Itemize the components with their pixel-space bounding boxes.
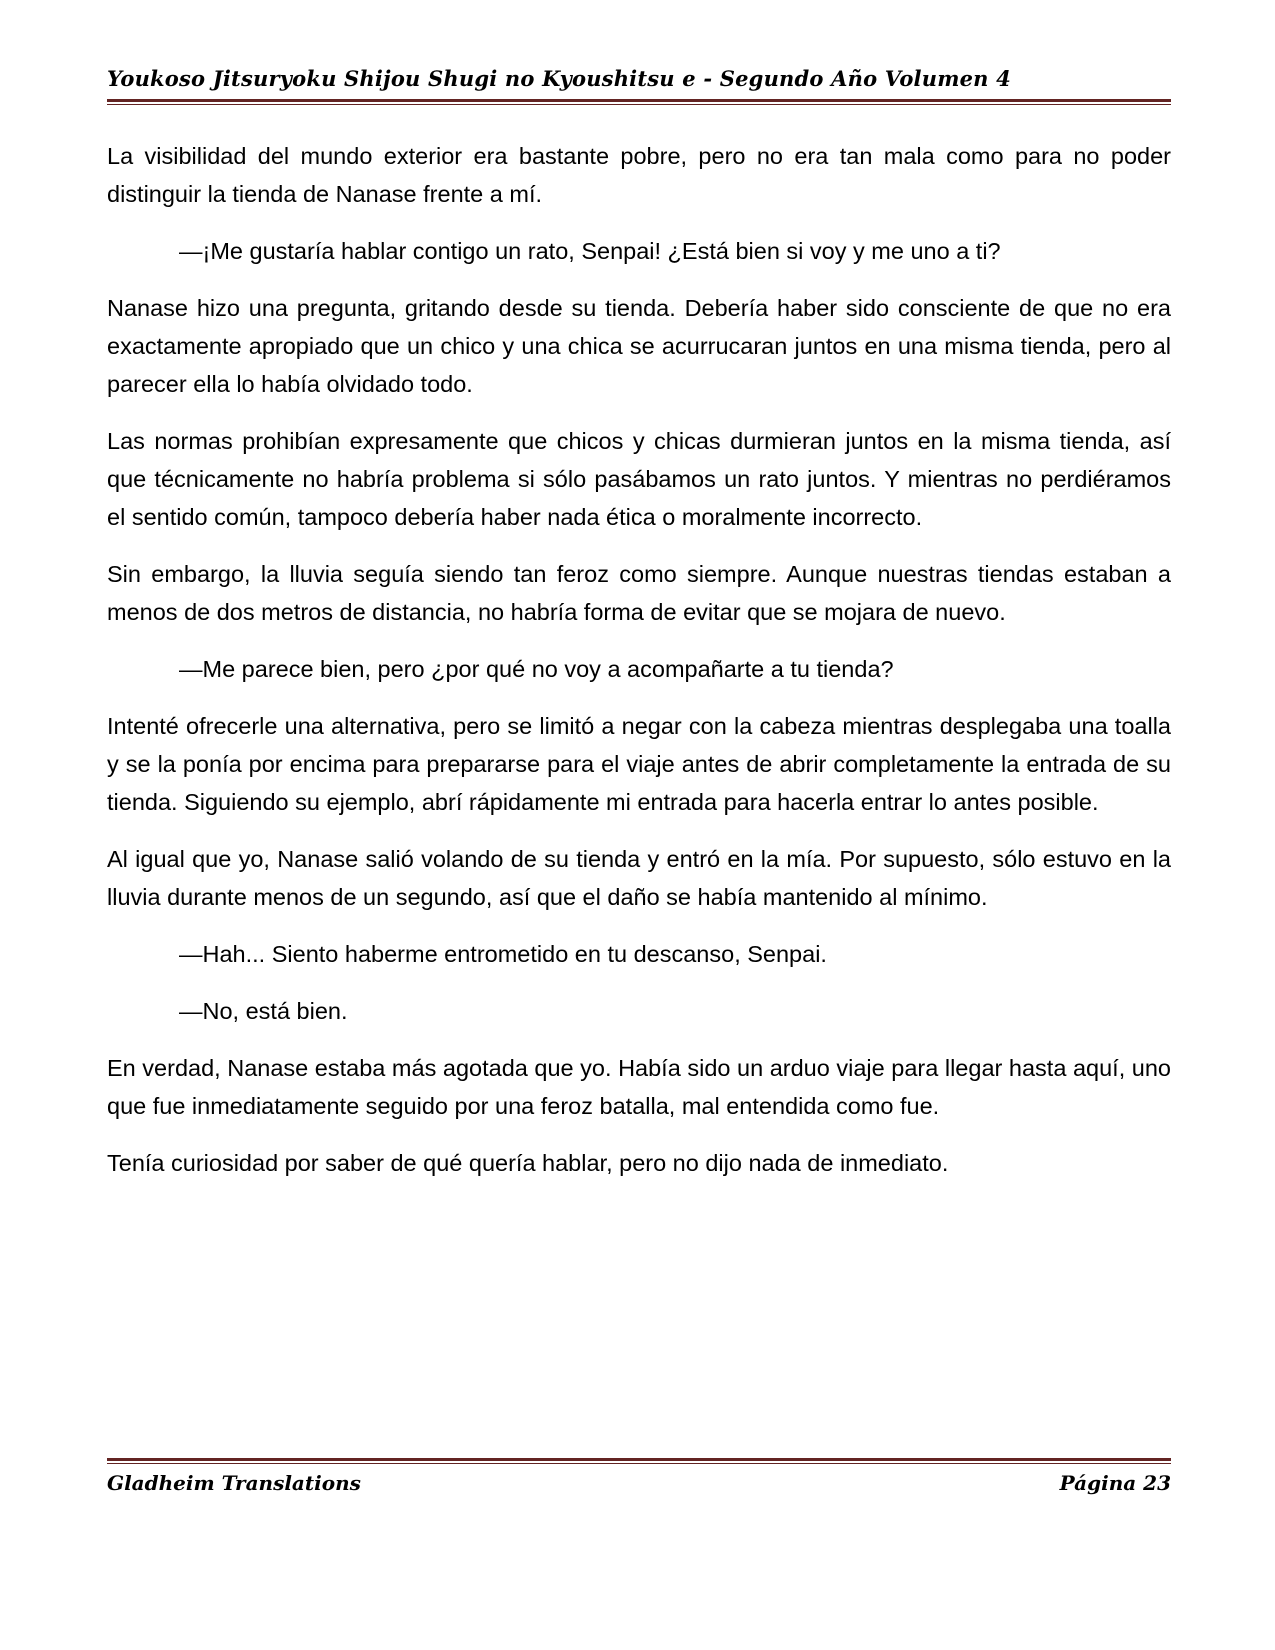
paragraph: Al igual que yo, Nanase salió volando de su tienda y entró en la mía. Por supuesto, sólo estuvo en la lluvia durante menos de un segundo, así que el daño se había mantenido al mínimo.	[107, 846, 1171, 910]
paragraph: Tenía curiosidad por saber de qué quería hablar, pero no dijo nada de inmediato.	[107, 1150, 949, 1176]
dialogue-paragraph: —¡Me gustaría hablar contigo un rato, Senpai! ¿Está bien si voy y me uno a ti?	[179, 238, 1001, 264]
page-footer	[107, 1458, 1171, 1495]
paragraph: Sin embargo, la lluvia seguía siendo tan feroz como siempre. Aunque nuestras tiendas estaban a menos de dos metros de distancia, no habría forma de evitar que se mojara de nuevo.	[107, 561, 1171, 625]
page-body	[107, 137, 1171, 1201]
dialogue-paragraph: —Hah... Siento haberme entrometido en tu descanso, Senpai.	[179, 941, 827, 967]
paragraph: La visibilidad del mundo exterior era bastante pobre, pero no era tan mala como para no poder distinguir la tienda de Nanase frente a mí.	[107, 143, 1171, 207]
header-title: Youkoso Jitsuryoku Shijou Shugi no Kyoushitsu e - Segundo Año Volumen 4	[107, 66, 1011, 91]
dialogue-paragraph: —Me parece bien, pero ¿por qué no voy a acompañarte a tu tienda?	[179, 656, 894, 682]
paragraph: Nanase hizo una pregunta, gritando desde su tienda. Debería haber sido consciente de que no era exactamente apropiado que un chico y una chica se acurrucaran juntos en una misma tienda, pero al parecer ella lo había olvidado todo.	[107, 295, 1171, 397]
page-header	[107, 66, 1171, 105]
footer-page-number: Página 23	[1059, 1471, 1171, 1495]
paragraph: Intenté ofrecerle una alternativa, pero se limitó a negar con la cabeza mientras desplegaba una toalla y se la ponía por encima para prepararse para el viaje antes de abrir completamente la entrada de su tienda. Siguiendo su ejemplo, abrí rápidamente mi entrada para hacerla entrar lo antes posible.	[107, 713, 1171, 815]
paragraph: En verdad, Nanase estaba más agotada que yo. Había sido un arduo viaje para llegar hasta aquí, uno que fue inmediatamente seguido por una feroz batalla, mal entendida como fue.	[107, 1055, 1171, 1119]
footer-row	[107, 1464, 1171, 1495]
header-rule	[107, 99, 1171, 105]
paragraph: Las normas prohibían expresamente que chicos y chicas durmieran juntos en la misma tienda, así que técnicamente no habría problema si sólo pasábamos un rato juntos. Y mientras no perdiéramos el sentido común, tampoco debería haber nada ética o moralmente incorrecto.	[107, 428, 1171, 530]
dialogue-paragraph: —No, está bien.	[179, 998, 348, 1024]
footer-translator-credit: Gladheim Translations	[107, 1471, 361, 1495]
header-rule-thin-line	[107, 104, 1171, 105]
